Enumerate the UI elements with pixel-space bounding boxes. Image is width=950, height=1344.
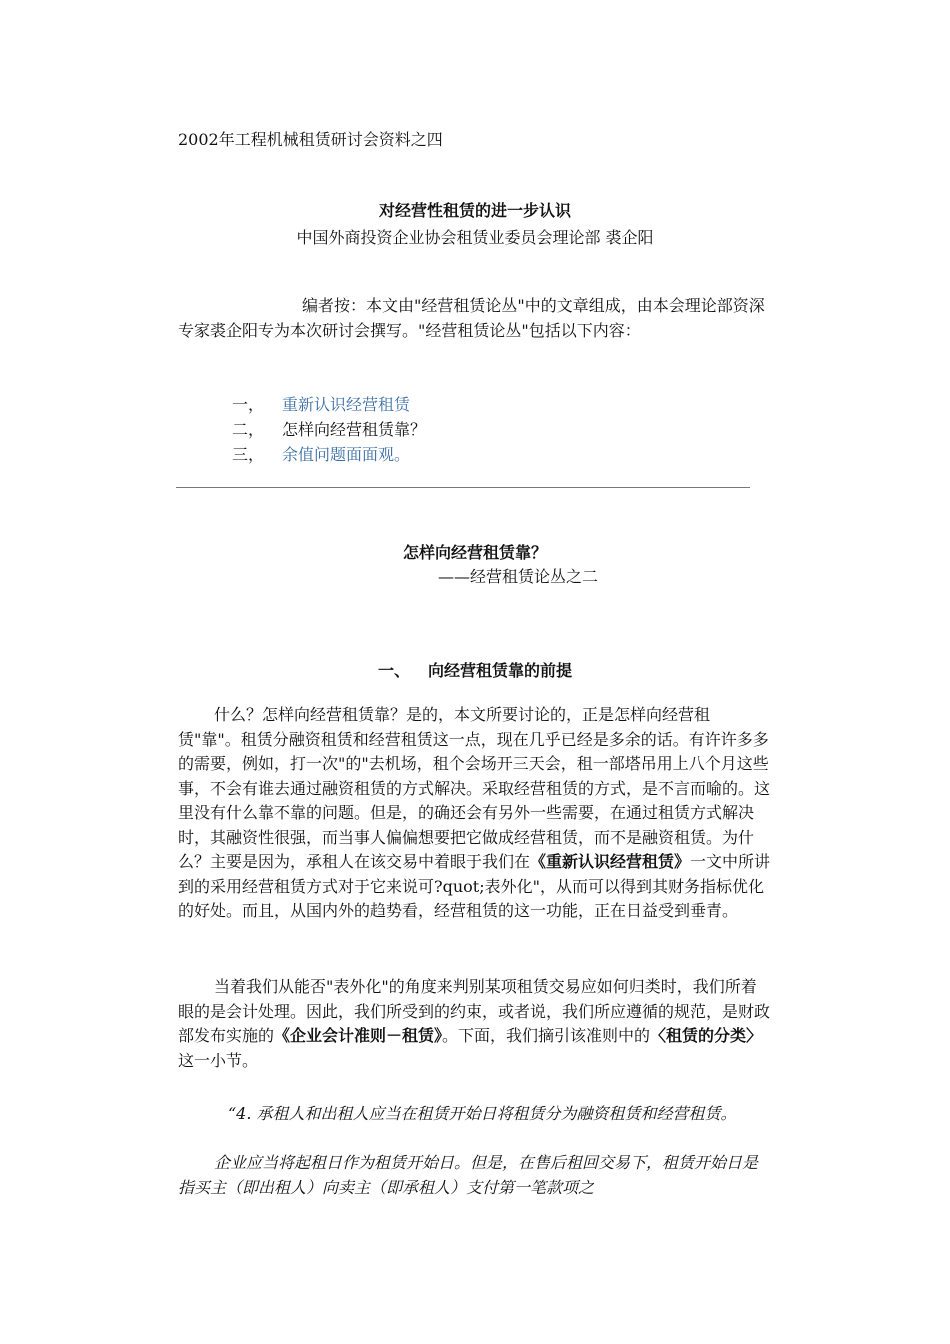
toc-link[interactable]: 余值问题面面观。 — [282, 445, 411, 464]
editor-note: 编者按：本文由"经营租赁论丛"中的文章组成，由本会理论部资深专家裘企阳专为本次研讨会撰写。"经营租赁论丛"包括以下内容： — [178, 296, 765, 340]
toc-item-2 — [232, 417, 426, 442]
body-paragraph-2 — [178, 975, 772, 1073]
body-paragraph-1 — [178, 703, 772, 924]
article-title: 怎样向经营租赁靠？ — [402, 543, 547, 562]
standard-reference: 《企业会计准则－租赁》 — [274, 1026, 443, 1045]
toc-link[interactable]: 重新认识经营租赁 — [282, 395, 411, 414]
table-of-contents — [232, 392, 426, 467]
toc-number: 三， — [232, 445, 265, 464]
article-subtitle: ——经营租赁论丛之二 — [438, 567, 599, 586]
horizontal-divider — [176, 487, 750, 488]
toc-item-3[interactable] — [232, 442, 426, 467]
toc-number: 一， — [232, 395, 265, 414]
toc-label: 怎样向经营租赁靠？ — [282, 420, 427, 439]
paragraph-text: 。下面，我们摘引该准则中的 — [442, 1026, 651, 1045]
paragraph-text: 这一小节。 — [178, 1050, 259, 1070]
paragraph-text: 一文中所讲到的采用经营租赁方式对于它来说可?quot;表外化"，从而可以得到其财务指标优化的好处。而且，从国内外的趋势看，经营租赁的这一功能，正在日益受到垂青。 — [178, 852, 771, 920]
section-reference: 〈租赁的分类〉 — [650, 1026, 763, 1045]
paragraph-text: 什么？怎样向经营租赁靠？是的，本文所要讨论的，正是怎样向经营租赁"靠"。租赁分融资租赁和经营租赁这一点，现在几乎已经是多余的话。有许许多多的需要，例如，打一次"的"去机场，租个会场开三天会，租一部塔吊用上八个月这些事，不会有谁去通过融资租赁的方式解决。采取经营租赁的方式，是不言而喻的。这里没有什么靠不靠的问题。但是，的确还会有另外一些需要，在通过租赁方式解决时，其融资性很强，而当事人偏偏想要把它做成经营租赁，而不是融资租赁。为什么？主要是因为，承租人在该交易中着眼于我们在 — [178, 705, 771, 871]
paragraph-text: 当着我们从能否"表外化"的角度来判别某项租赁交易应如何归类时，我们所着眼的是会计处理。因此，我们所受到的约束，或者说，我们所应遵循的规范，是财政部发布实施的 — [178, 977, 771, 1045]
article-reference: 《重新认识经营租赁》 — [530, 852, 691, 871]
quote-paragraph-2: 企业应当将起租日作为租赁开始日。但是，在售后租回交易下，租赁开始日是指买主（即出租人）向卖主（即承租人）支付第一笔款项之 — [178, 1153, 759, 1197]
document-title: 对经营性租赁的进一步认识 — [378, 201, 571, 220]
document-author: 中国外商投资企业协会租赁业委员会理论部 裘企阳 — [296, 228, 654, 247]
toc-number: 二， — [232, 420, 265, 439]
series-label: 2002年工程机械租赁研讨会资料之四 — [178, 130, 443, 149]
toc-item-1[interactable] — [232, 392, 426, 417]
section-heading — [0, 658, 950, 681]
quote-paragraph-1: “4. 承租人和出租人应当在租赁开始日将租赁分为融资租赁和经营租赁。 — [228, 1104, 737, 1123]
section-number: 一、 — [377, 661, 410, 680]
section-title: 向经营租赁靠的前提 — [428, 661, 573, 680]
